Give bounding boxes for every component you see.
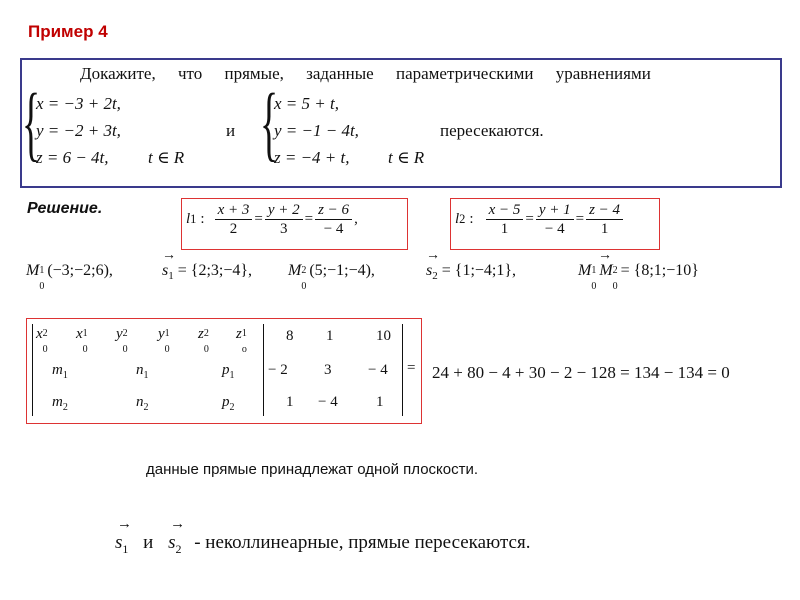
vector-s2: → $s_2$ = {1;−4;1}, [426, 248, 517, 283]
system-2-param: t ∈ R [388, 148, 425, 167]
det-r1-c3: y 2 0 [116, 326, 128, 355]
line1-colon: : [200, 211, 205, 227]
det-r1-c2: x 1 0 [76, 326, 88, 355]
system-1-eq-x: x = −3 + 2t, [36, 94, 121, 113]
line1-frac-x: $\frac{x + 3}{2}$ [215, 201, 253, 238]
conclusion-text: - неколлинеарные, прямые пересекаются. [194, 532, 531, 553]
determinant-result: 24 + 80 − 4 + 30 − 2 − 128 = 134 − 134 = 0 [432, 363, 730, 382]
vector-arrow: → [117, 516, 132, 532]
line2-name: l [455, 211, 460, 227]
coplanar-statement: данные прямые принадлежат одной плоскости. [146, 461, 479, 478]
det-n-r2c1: − 2 [268, 362, 288, 378]
conclusion [115, 516, 531, 557]
conclusion-s2: → $s_2$ [168, 516, 186, 556]
det-n-r3c1: 1 [286, 394, 294, 410]
line2-colon: : [469, 211, 474, 227]
det-n-r1c3: 10 [376, 328, 391, 344]
det-n-r2c2: 3 [324, 362, 332, 378]
solution-label: Решение. [27, 200, 103, 217]
det-n-r1c1: 8 [286, 328, 294, 344]
det-r2-m: $m_1$ [52, 362, 68, 381]
conclusion-and: и [143, 532, 154, 553]
vector-arrow: → [170, 516, 186, 532]
page-title: Пример 4 [28, 22, 108, 41]
conjunction-and: и [226, 121, 236, 140]
system-2-eq-y: y = −1 − 4t, [274, 121, 359, 140]
system-2-eq-x: x = 5 + t, [274, 94, 339, 113]
vector-arrow: → [162, 248, 176, 263]
det-r2-p: $p_1$ [222, 362, 235, 381]
line2-frac-z: $\frac{z - 4}{1}$ [586, 201, 623, 238]
problem-statement: Докажите, что прямые, заданные параметрическими уравнениями [80, 64, 651, 83]
conclusion-s1: → $s_1$ [115, 516, 132, 556]
vector-arrow: → [426, 248, 440, 263]
vector-s1: → $s_1$ = {2;3;−4}, [162, 248, 253, 283]
det-r1-c5: z 2 0 [198, 326, 209, 355]
left-brace-1: { [22, 77, 41, 170]
line1-frac-z: $\frac{z - 6}{- 4}$ [315, 201, 352, 238]
system-1-param: t ∈ R [148, 148, 185, 167]
line2-equation: l 2 : $\frac{x - 5}{1}$ = $\frac{y + 1}{- 4}$ = $\frac{z - 4}{1}$ [455, 201, 625, 238]
system-2 [274, 90, 359, 171]
line1-frac-y: $\frac{y + 2}{3}$ [265, 201, 303, 238]
det-equals: = [407, 360, 416, 376]
system-2-eq-z: z = −4 + t, [274, 148, 350, 167]
vector-arrow: → [598, 248, 612, 263]
line2-sub: 2 [459, 212, 466, 226]
point-m2: M 2 0 (5;−1;−4), [288, 262, 375, 292]
system-1 [36, 90, 121, 171]
problem-verb: пересекаются. [440, 121, 544, 140]
vector-m1m2: → M 1 0 M 2 0 = {8;1;−10} [578, 248, 699, 292]
line2-frac-y: $\frac{y + 1}{- 4}$ [536, 201, 574, 238]
det-r3-m: $m_2$ [52, 394, 68, 413]
line1-name: l [186, 211, 191, 227]
det-n-r3c2: − 4 [318, 394, 338, 410]
det-r3-n: $n_2$ [136, 394, 149, 413]
det-r3-p: $p_2$ [222, 394, 235, 413]
det-n-r2c3: − 4 [368, 362, 388, 378]
system-1-eq-z: z = 6 − 4t, [36, 148, 109, 167]
det-r1-c4: y 1 0 [158, 326, 170, 355]
det-left-bar [32, 324, 33, 416]
point-m1: M 1 0 (−3;−2;6), [26, 262, 113, 292]
det-right-bar [402, 324, 403, 416]
det-r2-n: $n_1$ [136, 362, 149, 381]
det-mid-bar [263, 324, 264, 416]
det-n-r3c3: 1 [376, 394, 384, 410]
line1-equation: l 1 : $\frac{x + 3}{2}$ = $\frac{y + 2}{3}$ = $\frac{z - 6}{- 4}$ , [186, 202, 358, 237]
line1-sub: 1 [190, 212, 197, 226]
det-n-r1c2: 1 [326, 328, 334, 344]
line1-trail: , [354, 211, 358, 227]
left-brace-2: { [260, 77, 279, 170]
det-r1-c1: x 2 0 [36, 326, 48, 355]
system-1-eq-y: y = −2 + 3t, [36, 121, 121, 140]
det-r1-c6: z 1 o [236, 326, 247, 355]
line2-frac-x: $\frac{x - 5}{1}$ [486, 201, 524, 238]
